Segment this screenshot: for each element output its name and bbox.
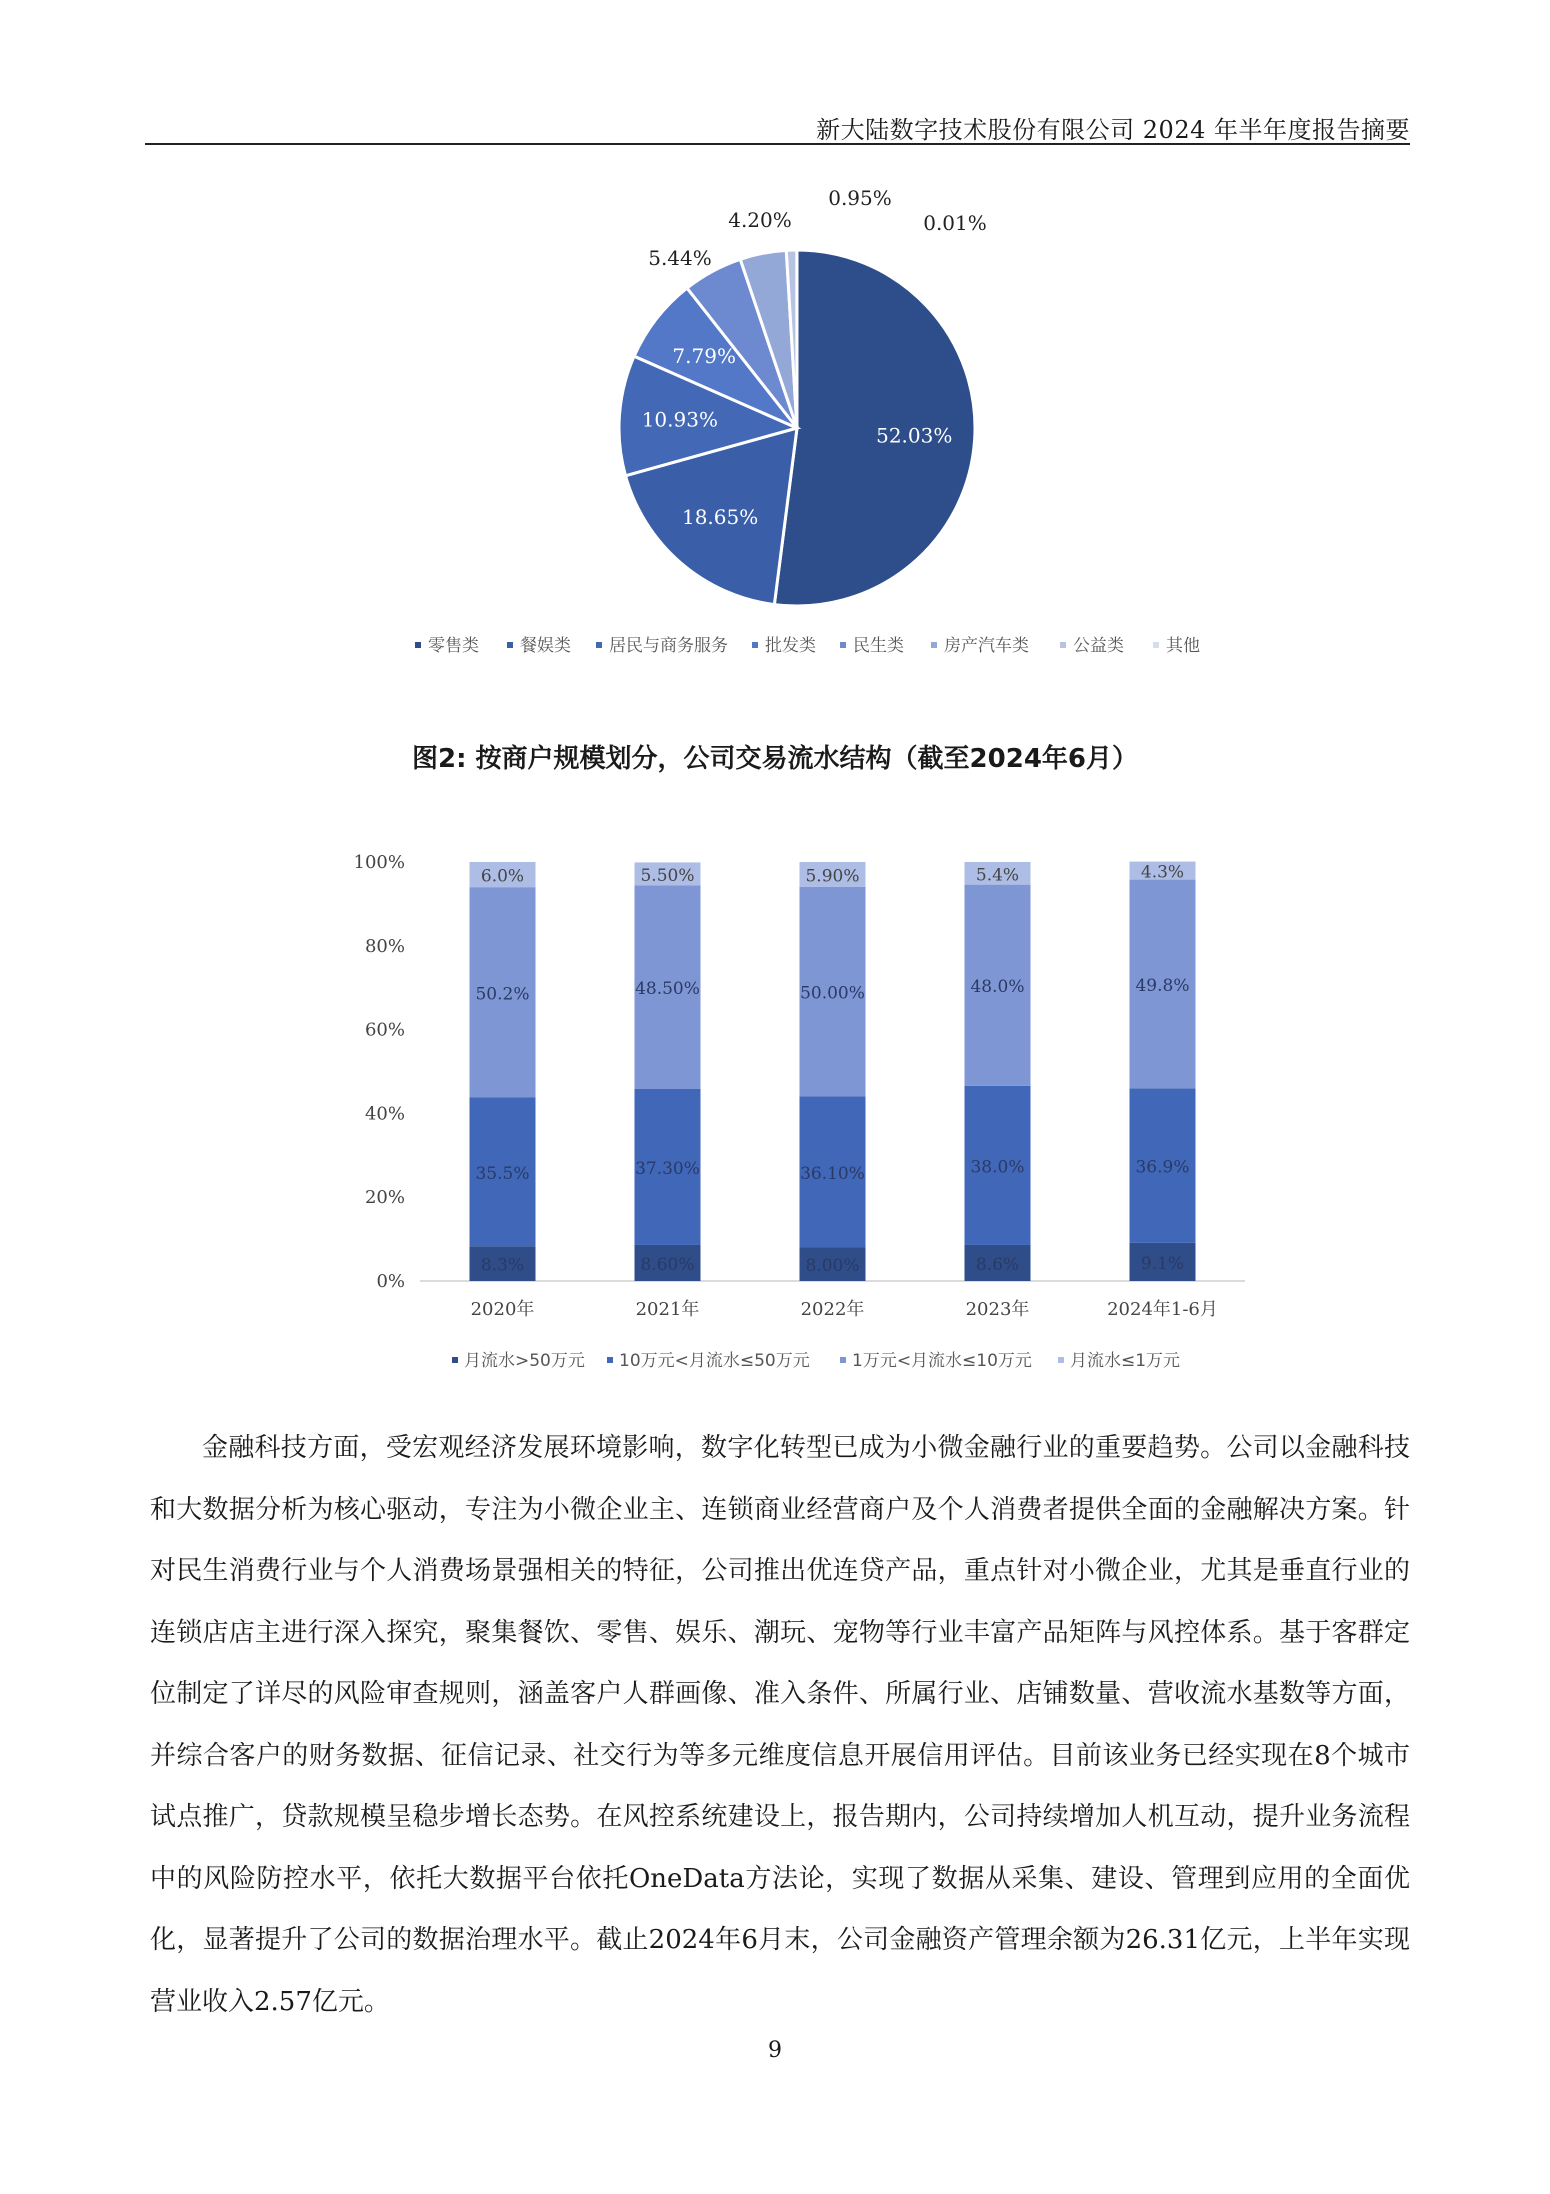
y-tick-5: 100%	[353, 852, 405, 873]
bar-label-0-0: 8.3%	[480, 1255, 525, 1276]
stacked-bar-chart	[0, 835, 1550, 1375]
bar-label-1-2: 48.50%	[635, 979, 700, 1000]
bar-label-3-1: 38.0%	[970, 1157, 1025, 1178]
bar-label-2-2: 50.00%	[800, 983, 865, 1004]
y-tick-4: 80%	[364, 935, 405, 957]
bar-label-3-2: 48.0%	[970, 977, 1025, 998]
bar-label-4-3: 4.3%	[1140, 862, 1185, 883]
bar-label-0-3: 6.0%	[480, 866, 525, 887]
bar-rects	[470, 862, 1196, 1281]
pie-legend-swatch-7	[1153, 642, 1159, 648]
pie-legend-swatch-2	[596, 642, 602, 648]
header-rule	[145, 143, 1410, 145]
bar-legend-label-1: 10万元<月流水≤50万元	[619, 1351, 810, 1371]
pie-label-3: 7.79%	[672, 343, 736, 368]
pie-legend-swatch-1	[507, 642, 513, 648]
pie-label-2: 10.93%	[641, 407, 718, 432]
bar-label-2-1: 36.10%	[800, 1163, 865, 1184]
pie-legend-swatch-4	[840, 642, 846, 648]
pie-legend-label-6: 公益类	[1073, 636, 1124, 656]
y-tick-0: 0%	[376, 1271, 405, 1292]
y-tick-1: 20%	[364, 1187, 405, 1209]
x-tick-1: 2021年	[635, 1299, 700, 1320]
bar-legend-swatch-0	[452, 1357, 458, 1363]
pie-label-5: 4.20%	[728, 208, 792, 232]
bar-label-3-3: 5.4%	[975, 865, 1020, 886]
bar-label-0-2: 50.2%	[475, 984, 530, 1005]
pie-legend-label-2: 居民与商务服务	[609, 636, 728, 656]
bar-label-0-1: 35.5%	[475, 1163, 530, 1184]
bar-y-ticks	[354, 852, 405, 1292]
pie-legend-label-0: 零售类	[428, 636, 479, 656]
pie-label-4: 5.44%	[648, 246, 712, 270]
pie-legend	[415, 635, 1200, 656]
pie-legend-label-7: 其他	[1166, 636, 1200, 656]
y-tick-2: 40%	[364, 1103, 405, 1125]
bar-legend	[452, 1351, 1180, 1371]
bar-label-4-2: 49.8%	[1135, 975, 1190, 996]
bar-label-2-0: 8.00%	[805, 1256, 860, 1277]
pie-label-6: 0.95%	[828, 190, 892, 210]
bar-label-3-0: 8.6%	[975, 1254, 1020, 1275]
pie-label-1: 18.65%	[681, 504, 759, 529]
bar-legend-swatch-3	[1058, 1357, 1064, 1363]
pie-legend-swatch-3	[752, 642, 758, 648]
bar-label-4-0: 9.1%	[1140, 1253, 1185, 1274]
pie-legend-label-5: 房产汽车类	[944, 636, 1029, 656]
figure-caption: 图2: 按商户规模划分，公司交易流水结构（截至2024年6月）	[412, 744, 1138, 774]
pie-legend-label-3: 批发类	[765, 636, 816, 656]
pie-legend-swatch-0	[415, 642, 421, 648]
pie-label-7: 0.01%	[923, 211, 987, 235]
x-tick-2: 2022年	[800, 1299, 865, 1320]
industry-pie-chart	[0, 190, 1550, 690]
x-tick-3: 2023年	[965, 1299, 1030, 1320]
bar-legend-label-3: 月流水≤1万元	[1070, 1351, 1181, 1371]
report-header-title: 新大陆数字技术股份有限公司 2024 年半年度报告摘要	[816, 116, 1410, 144]
bar-x-ticks	[471, 1298, 1218, 1320]
bar-label-1-3: 5.50%	[640, 865, 695, 886]
pie-legend-label-1: 餐娱类	[520, 636, 571, 656]
pie-legend-swatch-6	[1060, 642, 1066, 648]
bar-legend-label-2: 1万元<月流水≤10万元	[852, 1351, 1032, 1371]
pie-legend-label-4: 民生类	[853, 636, 904, 656]
bar-legend-swatch-2	[840, 1357, 846, 1363]
bar-label-1-1: 37.30%	[635, 1158, 700, 1179]
x-tick-4: 2024年1-6月	[1107, 1299, 1218, 1320]
bar-label-4-1: 36.9%	[1135, 1157, 1190, 1178]
page-number: 9	[768, 2038, 782, 2063]
bar-legend-swatch-1	[607, 1357, 613, 1363]
body-paragraph: 金融科技方面，受宏观经济发展环境影响，数字化转型已成为小微金融行业的重要趋势。公司以金融科技和大数据分析为核心驱动，专注为小微企业主、连锁商业经营商户及个人消费者提供全面的金融解决方案。针对民生消费行业与个人消费场景强相关的特征，公司推出优连贷产品，重点针对小微企业，尤其是垂直行业的连锁店店主进行深入探究，聚集餐饮、零售、娱乐、潮玩、宠物等行业丰富产品矩阵与风控体系。基于客群定位制定了详尽的风险审查规则，涵盖客户人群画像、准入条件、所属行业、店铺数量、营收流水基数等方面，并综合客户的财务数据、征信记录、社交行为等多元维度信息开展信用评估。目前该业务已经实现在8个城市试点推广，贷款规模呈稳步增长态势。在风控系统建设上，报告期内，公司持续增加人机互动，提升业务流程中的风险防控水平，依托大数据平台依托OneData方法论，实现了数据从采集、建设、管理到应用的全面优化，显著提升了公司的数据治理水平。截止2024年6月末，公司金融资产管理余额为26.31亿元，上半年实现营业收入2.57亿元。	[150, 1433, 1410, 2017]
bar-legend-label-0: 月流水>50万元	[464, 1351, 585, 1371]
bar-label-1-0: 8.60%	[640, 1254, 695, 1275]
pie-label-0: 52.03%	[876, 423, 953, 448]
bar-label-2-3: 5.90%	[805, 866, 860, 887]
x-tick-0: 2020年	[470, 1299, 535, 1320]
pie-legend-swatch-5	[931, 642, 937, 648]
y-tick-3: 60%	[364, 1019, 405, 1041]
